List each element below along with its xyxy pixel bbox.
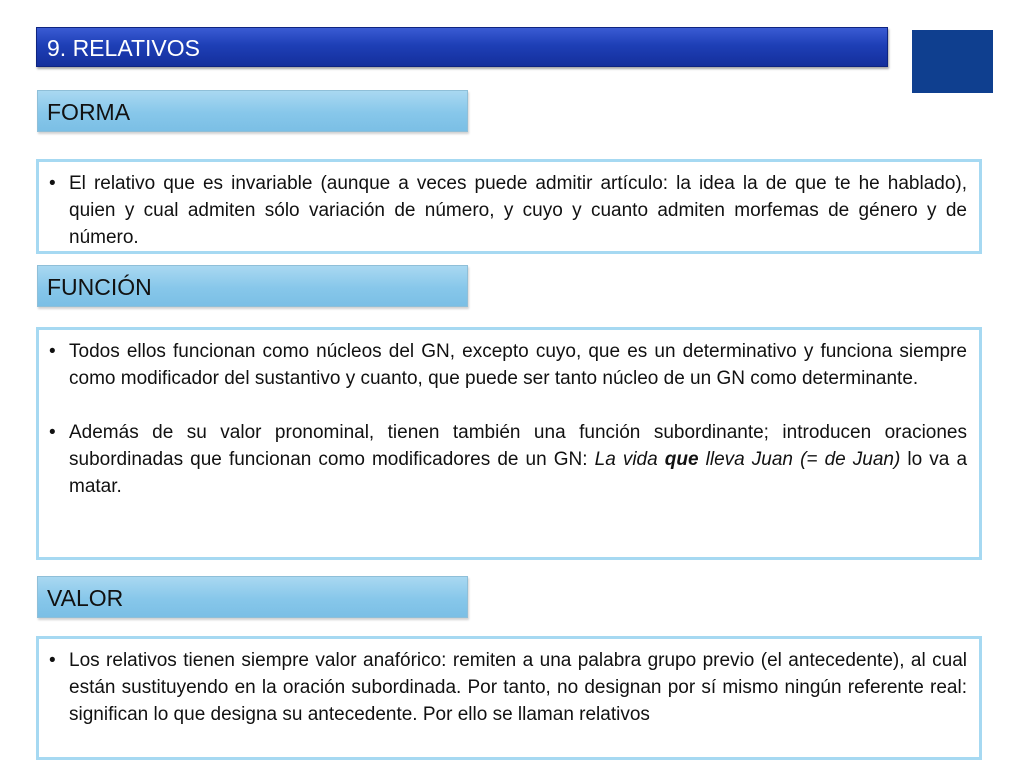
list-item bbox=[49, 647, 967, 728]
bullet-list bbox=[49, 170, 967, 251]
slide-title-text: 9. RELATIVOS bbox=[47, 35, 200, 61]
list-item-text: Además de su valor pronominal, tienen también una función subordinante; introducen oraciones subordinadas que funcionan como modificadores de un GN: bbox=[69, 422, 967, 470]
section-heading-forma bbox=[37, 90, 468, 132]
list-item bbox=[49, 338, 967, 392]
section-heading-text: FUNCIÓN bbox=[47, 274, 152, 300]
section-heading-funcion bbox=[37, 265, 468, 307]
bullet-icon: • bbox=[49, 422, 56, 443]
section-heading-text: VALOR bbox=[47, 585, 124, 611]
list-item-text: El relativo que es invariable (aunque a veces puede admitir artículo: la idea la de que te he hablado), quien y cual admiten sólo variación de número, y cuyo y cuanto admiten morfemas de género y de número. bbox=[69, 173, 967, 248]
bullet-icon: • bbox=[49, 341, 56, 362]
example-bold-relative: que bbox=[664, 449, 699, 470]
section-box-funcion bbox=[36, 327, 982, 560]
list-item bbox=[49, 419, 967, 500]
bullet-list bbox=[49, 338, 967, 500]
corner-decoration bbox=[912, 30, 993, 93]
bullet-icon: • bbox=[49, 173, 56, 194]
bullet-list bbox=[49, 647, 967, 728]
section-heading-text: FORMA bbox=[47, 99, 131, 125]
list-item-text: lo va a matar. bbox=[69, 449, 968, 497]
list-item-text: Los relativos tienen siempre valor anafórico: remiten a una palabra grupo previo (el antecedente), al cual están sustituyendo en la oración subordinada. Por tanto, no designan por sí mismo ningún referente real: significan lo que designa su antecedente. Por ello se llaman relativos bbox=[69, 650, 967, 725]
list-item bbox=[49, 170, 967, 251]
section-heading-valor bbox=[37, 576, 468, 618]
example-italic: lleva Juan (= de Juan) bbox=[698, 449, 901, 470]
slide-title bbox=[36, 27, 888, 67]
list-item-text: Todos ellos funcionan como núcleos del GN, excepto cuyo, que es un determinativo y funciona siempre como modificador del sustantivo y cuanto, que puede ser tanto núcleo de un GN como determinante. bbox=[69, 341, 967, 389]
section-box-valor bbox=[36, 636, 982, 760]
bullet-icon: • bbox=[49, 650, 56, 671]
example-italic: La vida bbox=[594, 449, 665, 470]
section-box-forma bbox=[36, 159, 982, 254]
